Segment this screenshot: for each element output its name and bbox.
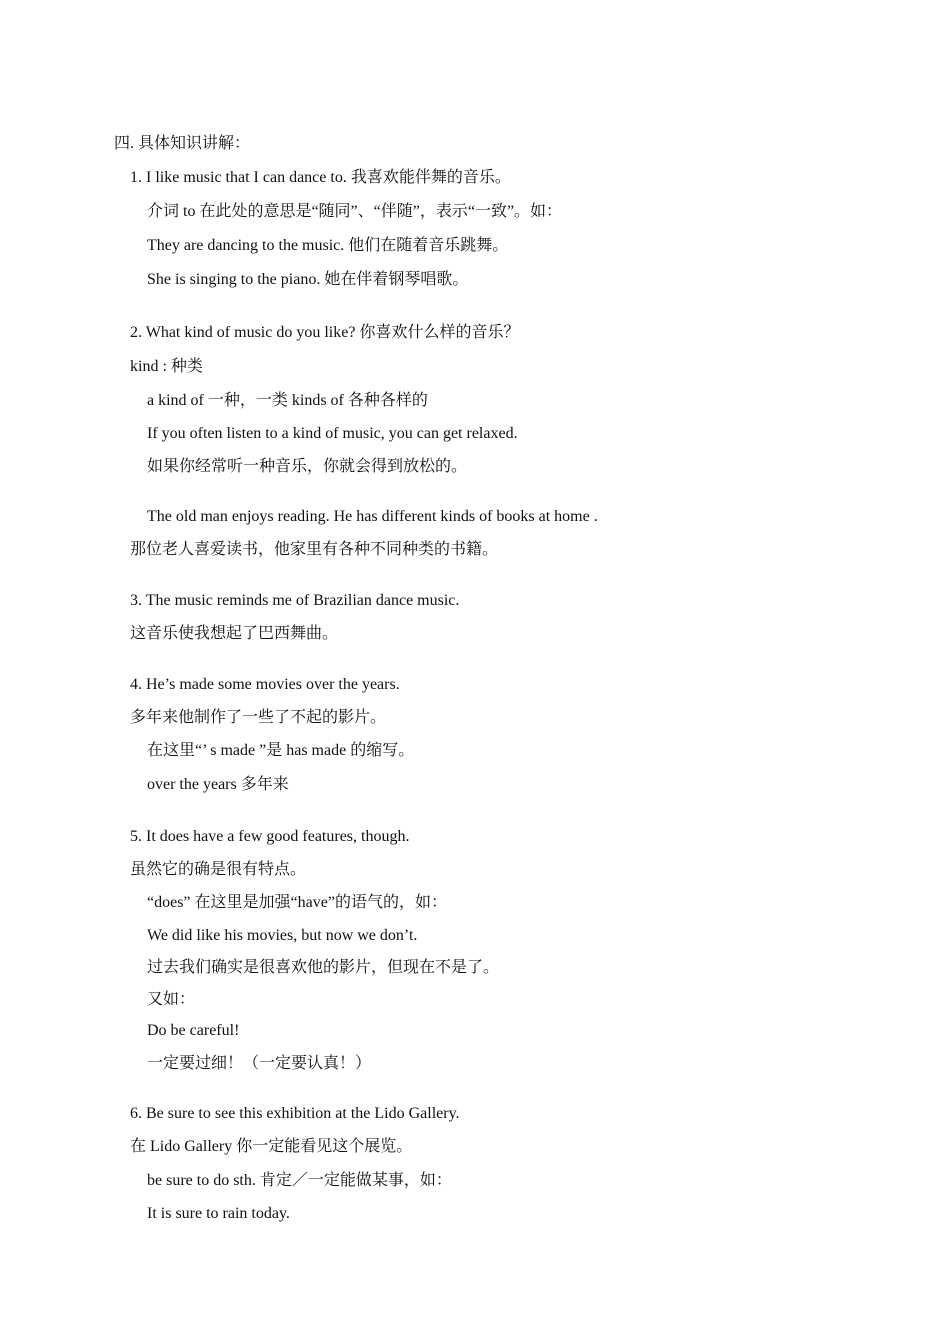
point-3-title: 3. The music reminds me of Brazilian dance music. xyxy=(130,592,460,609)
point-1-title: 1. I like music that I can dance to. 我喜欢能伴舞的音乐。 xyxy=(130,169,511,186)
text-line: 虽然它的确是很有特点。 xyxy=(130,861,307,878)
example-line: If you often listen to a kind of music, you can get relaxed. xyxy=(147,425,518,442)
text-line: “does” 在这里是加强“have”的语气的，如： xyxy=(147,894,447,911)
example-line: She is singing to the piano. 她在伴着钢琴唱歌。 xyxy=(147,271,469,288)
example-line: They are dancing to the music. 他们在随着音乐跳舞。 xyxy=(147,237,509,254)
text-line: 又如： xyxy=(147,991,196,1008)
point-5-title: 5. It does have a few good features, though. xyxy=(130,828,410,845)
text-line: 介词 to 在此处的意思是“随同”、“伴随”，表示“一致”。如： xyxy=(147,203,563,220)
text-line: 在 Lido Gallery 你一定能看见这个展览。 xyxy=(130,1138,413,1155)
example-line: The old man enjoys reading. He has different kinds of books at home . xyxy=(147,508,598,525)
point-6-title: 6. Be sure to see this exhibition at the Lido Gallery. xyxy=(130,1105,460,1122)
text-line: 多年来他制作了一些了不起的影片。 xyxy=(130,709,387,726)
example-line: Do be careful! xyxy=(147,1022,240,1039)
example-line: It is sure to rain today. xyxy=(147,1205,290,1222)
text-line: 在这里“’ s made ”是 has made 的缩写。 xyxy=(147,742,415,759)
text-line: a kind of 一种，一类 kinds of 各种各样的 xyxy=(147,392,428,409)
text-line: kind : 种类 xyxy=(130,358,203,375)
example-line: 如果你经常听一种音乐，你就会得到放松的。 xyxy=(147,458,468,475)
text-line: be sure to do sth. 肯定／一定能做某事，如： xyxy=(147,1172,452,1189)
section-heading: 四. 具体知识讲解： xyxy=(114,135,251,152)
point-2-title: 2. What kind of music do you like? 你喜欢什么样的音乐？ xyxy=(130,324,520,341)
example-line: 过去我们确实是很喜欢他的影片，但现在不是了。 xyxy=(147,959,500,976)
text-line: 这音乐使我想起了巴西舞曲。 xyxy=(130,625,339,642)
example-line: We did like his movies, but now we don’t. xyxy=(147,927,418,944)
point-4-title: 4. He’s made some movies over the years. xyxy=(130,676,400,693)
text-line: over the years 多年来 xyxy=(147,776,289,793)
example-line: 一定要过细！（一定要认真！） xyxy=(147,1055,372,1072)
example-line: 那位老人喜爱读书，他家里有各种不同种类的书籍。 xyxy=(130,541,499,558)
